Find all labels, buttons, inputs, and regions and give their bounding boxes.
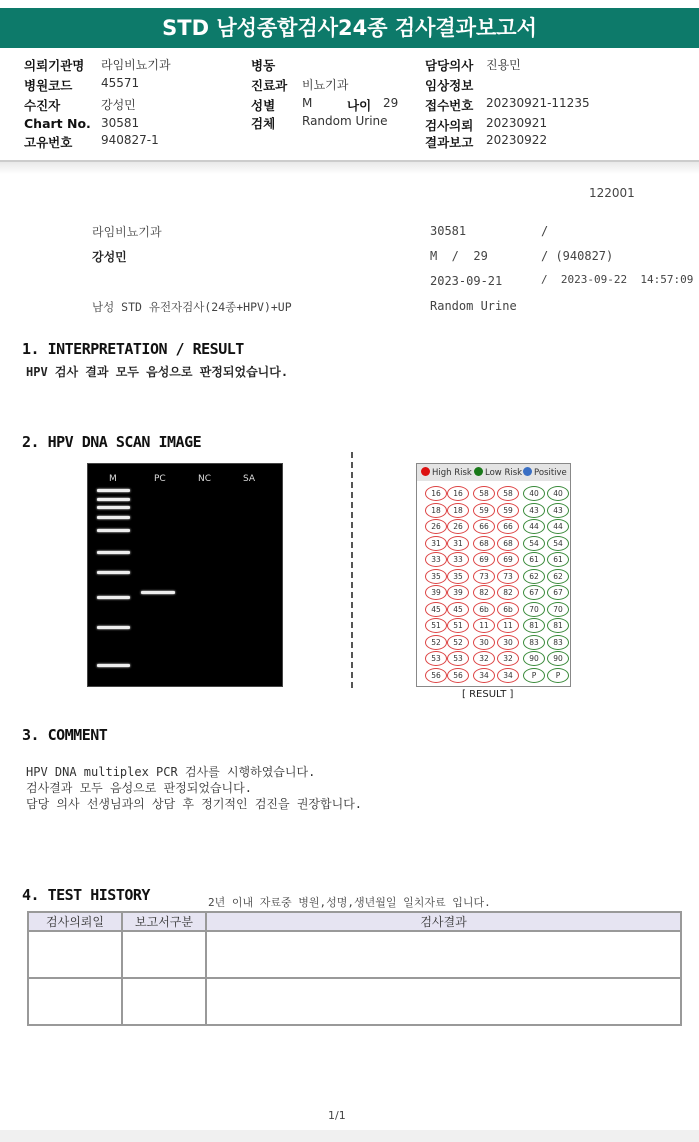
age-label: 나이 (347, 98, 372, 113)
divider-dashed (351, 452, 353, 688)
gel-lane-label: NC (198, 474, 212, 484)
grid-legend (417, 464, 570, 481)
hpv-cell: 16 (425, 486, 447, 501)
clinical-label: 임상정보 (425, 78, 474, 93)
info-specimen: Random Urine (430, 299, 517, 313)
hpv-cell: 11 (473, 618, 495, 633)
grid-caption: [ RESULT ] (462, 689, 514, 700)
unique-value: 940827-1 (101, 133, 159, 147)
hpv-cell: 83 (547, 635, 569, 650)
chart-label: Chart No. (24, 116, 91, 131)
history-table (27, 911, 682, 1026)
sex-label: 성별 (251, 98, 276, 113)
hpv-cell: 68 (497, 536, 519, 551)
hpv-cell: 66 (497, 519, 519, 534)
hpv-cell: P (547, 668, 569, 683)
ward-label: 병동 (251, 58, 276, 73)
request-label: 검사의뢰 (425, 118, 474, 133)
page-number: 1/1 (328, 1109, 346, 1122)
hpv-cell: 34 (473, 668, 495, 683)
hpv-cell: 43 (547, 503, 569, 518)
ladder-band (97, 596, 130, 599)
hpv-cell: 51 (425, 618, 447, 633)
info-chart: 30581 (430, 224, 467, 238)
hpv-cell: 32 (473, 651, 495, 666)
sex-value: M (302, 96, 313, 110)
ladder-band (97, 664, 130, 667)
gel-image (88, 464, 282, 686)
hospital-code-label: 병원코드 (24, 78, 73, 93)
history-note: 2년 이내 자료중 병원,성명,생년월일 일치자료 입니다. (208, 896, 491, 909)
hpv-cell: 30 (497, 635, 519, 650)
info-datetime: / 2023-09-22 14:57:09 (541, 273, 694, 286)
ladder-band (97, 529, 130, 532)
section-interpretation-title: 1. INTERPRETATION / RESULT (22, 340, 244, 358)
section-scan-title: 2. HPV DNA SCAN IMAGE (22, 433, 202, 451)
hpv-cell: 45 (425, 602, 447, 617)
table-row (28, 978, 681, 1025)
hpv-cell: 52 (447, 635, 469, 650)
hpv-cell: 70 (523, 602, 545, 617)
hpv-cell: 32 (497, 651, 519, 666)
hpv-cell: P (523, 668, 545, 683)
ladder-band (97, 498, 130, 501)
legend-low-risk: Low Risk (474, 467, 522, 478)
chart-value: 30581 (101, 116, 140, 130)
table-row (28, 931, 681, 978)
col-report-type: 보고서구분 (122, 912, 206, 931)
hpv-cell: 68 (473, 536, 495, 551)
report-title: STD 남성종합검사24종 검사결과보고서 (0, 8, 699, 48)
hpv-cell: 31 (425, 536, 447, 551)
hpv-cell: 67 (547, 585, 569, 600)
hpv-cell: 61 (523, 552, 545, 567)
hpv-cell: 39 (447, 585, 469, 600)
institution-label: 의뢰기관명 (24, 58, 85, 73)
hpv-cell: 40 (547, 486, 569, 501)
hpv-cell: 90 (547, 651, 569, 666)
hpv-cell: 6b (473, 602, 495, 617)
receipt-value: 20230921-11235 (486, 96, 590, 110)
institution-value: 라임비뇨기과 (101, 58, 171, 72)
green-dot-icon (474, 467, 483, 476)
hpv-cell: 81 (523, 618, 545, 633)
specimen-label: 검체 (251, 116, 276, 131)
hpv-cell: 62 (547, 569, 569, 584)
hpv-cell: 70 (547, 602, 569, 617)
hpv-cell: 61 (547, 552, 569, 567)
specimen-value: Random Urine (302, 114, 388, 128)
report-label: 결과보고 (425, 135, 474, 150)
hpv-cell: 90 (523, 651, 545, 666)
dept-value: 비뇨기과 (302, 78, 349, 92)
comment-line: 검사결과 모두 음성으로 판정되었습니다. (26, 781, 252, 795)
hpv-cell: 56 (425, 668, 447, 683)
hpv-cell: 6b (497, 602, 519, 617)
hpv-cell: 73 (497, 569, 519, 584)
doctor-label: 담당의사 (425, 58, 474, 73)
ladder-band (97, 626, 130, 629)
hpv-cell: 66 (473, 519, 495, 534)
hpv-cell: 82 (473, 585, 495, 600)
gel-lane-label: PC (154, 474, 166, 484)
comment-line: HPV DNA multiplex PCR 검사를 시행하였습니다. (26, 765, 316, 779)
hpv-cell: 44 (547, 519, 569, 534)
hpv-cell: 26 (425, 519, 447, 534)
info-birth: / (940827) (541, 249, 614, 263)
info-patient: 강성민 (92, 250, 127, 264)
hpv-cell: 34 (497, 668, 519, 683)
hpv-cell: 54 (547, 536, 569, 551)
legend-positive: Positive (523, 467, 567, 478)
hpv-result-grid (416, 463, 571, 687)
info-date: 2023-09-21 (430, 274, 503, 288)
hpv-cell: 16 (447, 486, 469, 501)
patient-label: 수진자 (24, 98, 61, 113)
hpv-cell: 30 (473, 635, 495, 650)
report-code: 122001 (589, 186, 635, 200)
patient-value: 강성민 (101, 98, 136, 112)
gel-lane-label: M (109, 474, 117, 484)
hpv-cell: 82 (497, 585, 519, 600)
hpv-cell: 45 (447, 602, 469, 617)
hpv-cell: 35 (425, 569, 447, 584)
info-slash: / (541, 224, 549, 238)
doctor-value: 진용민 (486, 58, 521, 72)
unique-label: 고유번호 (24, 135, 73, 150)
ladder-band (97, 489, 130, 492)
age-value: 29 (383, 96, 399, 110)
legend-high-risk: High Risk (421, 467, 472, 478)
hpv-cell: 59 (473, 503, 495, 518)
hpv-cell: 53 (447, 651, 469, 666)
section-history-title: 4. TEST HISTORY (22, 886, 150, 904)
hpv-cell: 73 (473, 569, 495, 584)
comment-text (26, 764, 362, 812)
ladder-band (97, 571, 130, 574)
dept-label: 진료과 (251, 78, 288, 93)
red-dot-icon (421, 467, 430, 476)
hpv-cell: 56 (447, 668, 469, 683)
hpv-cell: 33 (425, 552, 447, 567)
hpv-cell: 58 (473, 486, 495, 501)
hpv-cell: 31 (447, 536, 469, 551)
comment-line: 담당 의사 선생님과의 상담 후 정기적인 검진을 권장합니다. (26, 797, 363, 811)
ladder-band (97, 551, 130, 554)
hpv-cell: 33 (447, 552, 469, 567)
ladder-band (97, 516, 130, 519)
report-value: 20230922 (486, 133, 548, 147)
hpv-cell: 53 (425, 651, 447, 666)
info-sex-age: M / 29 (430, 249, 488, 263)
hpv-cell: 83 (523, 635, 545, 650)
hpv-cell: 52 (425, 635, 447, 650)
hpv-cell: 43 (523, 503, 545, 518)
hospital-code-value: 45571 (101, 76, 140, 90)
receipt-label: 접수번호 (425, 98, 474, 113)
info-test-name: 남성 STD 유전자검사(24종+HPV)+UP (92, 300, 292, 314)
header-shadow (0, 162, 699, 174)
hpv-cell: 39 (425, 585, 447, 600)
hpv-cell: 69 (497, 552, 519, 567)
hpv-cell: 26 (447, 519, 469, 534)
hpv-cell: 11 (497, 618, 519, 633)
hpv-cell: 54 (523, 536, 545, 551)
report-header (0, 52, 699, 162)
hpv-cell: 18 (425, 503, 447, 518)
table-header-row (28, 912, 681, 931)
col-request-date: 검사의뢰일 (28, 912, 122, 931)
section-comment-title: 3. COMMENT (22, 726, 108, 744)
ladder-band (97, 506, 130, 509)
hpv-cell: 18 (447, 503, 469, 518)
request-value: 20230921 (486, 116, 548, 130)
hpv-cell: 81 (547, 618, 569, 633)
pc-band (141, 591, 175, 594)
blue-dot-icon (523, 467, 532, 476)
hpv-cell: 40 (523, 486, 545, 501)
info-clinic: 라임비뇨기과 (92, 225, 162, 239)
hpv-cell: 69 (473, 552, 495, 567)
hpv-cell: 62 (523, 569, 545, 584)
gel-lane-label: SA (243, 474, 256, 484)
hpv-cell: 58 (497, 486, 519, 501)
hpv-cell: 59 (497, 503, 519, 518)
hpv-cell: 51 (447, 618, 469, 633)
hpv-cell: 35 (447, 569, 469, 584)
col-result: 검사결과 (206, 912, 681, 931)
hpv-cell: 67 (523, 585, 545, 600)
hpv-cell: 44 (523, 519, 545, 534)
interpretation-result: HPV 검사 결과 모두 음성으로 판정되었습니다. (26, 365, 289, 379)
